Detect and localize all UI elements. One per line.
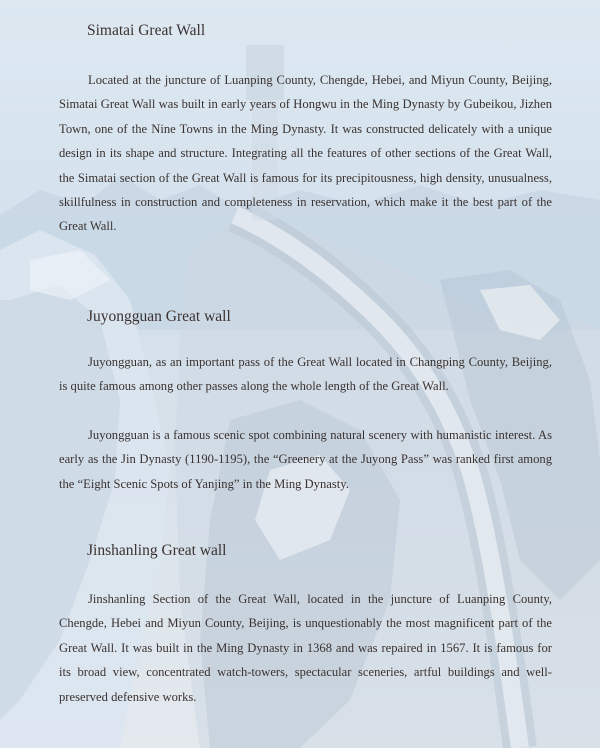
paragraph-simatai: Located at the juncture of Luanping County, Chengde, Hebei, and Miyun County, Beijing, Simatai Great Wall was built in early years of Hongwu in the Ming Dynasty by Gubeikou, Jizhen Town, one of the Nine Towns in the Ming Dynasty. It was constructed delicately with a unique design in its shape and structure. Integrating all the features of other sections of the Great Wall, the Simatai section of the Great Wall is famous for its precipitousness, high density, unusualness, skillfulness in construction and completeness in reservation, which make it the best part of the Great Wall. xyxy=(59,73,552,234)
section-title-juyongguan: Juyongguan Great wall xyxy=(87,308,231,325)
paragraph-jinshanling: Jinshanling Section of the Great Wall, located in the juncture of Luanping County, Chengde, Hebei and Miyun County, Beijing, is unquestionably the most magnificent part of the Great Wall. It was built in the Ming Dynasty in 1368 and was repaired in 1567. It is famous for its broad view, concentrated watch-towers, spectacular sceneries, artful buildings and well-preserved defensive works. xyxy=(59,592,552,704)
paragraph-juyongguan-1: Juyongguan, as an important pass of the Great Wall located in Changping County, Beijing, is quite famous among other passes along the whole length of the Great Wall. xyxy=(59,355,552,394)
section-title-jinshanling: Jinshanling Great wall xyxy=(87,542,227,559)
section-title-simatai: Simatai Great Wall xyxy=(87,22,206,39)
paragraph-juyongguan-2: Juyongguan is a famous scenic spot combining natural scenery with humanistic interest. As early as the Jin Dynasty (1190-1195), the “Greenery at the Juyong Pass” was ranked first among the “Eight Scenic Spots of Yanjing” in the Ming Dynasty. xyxy=(59,428,552,491)
